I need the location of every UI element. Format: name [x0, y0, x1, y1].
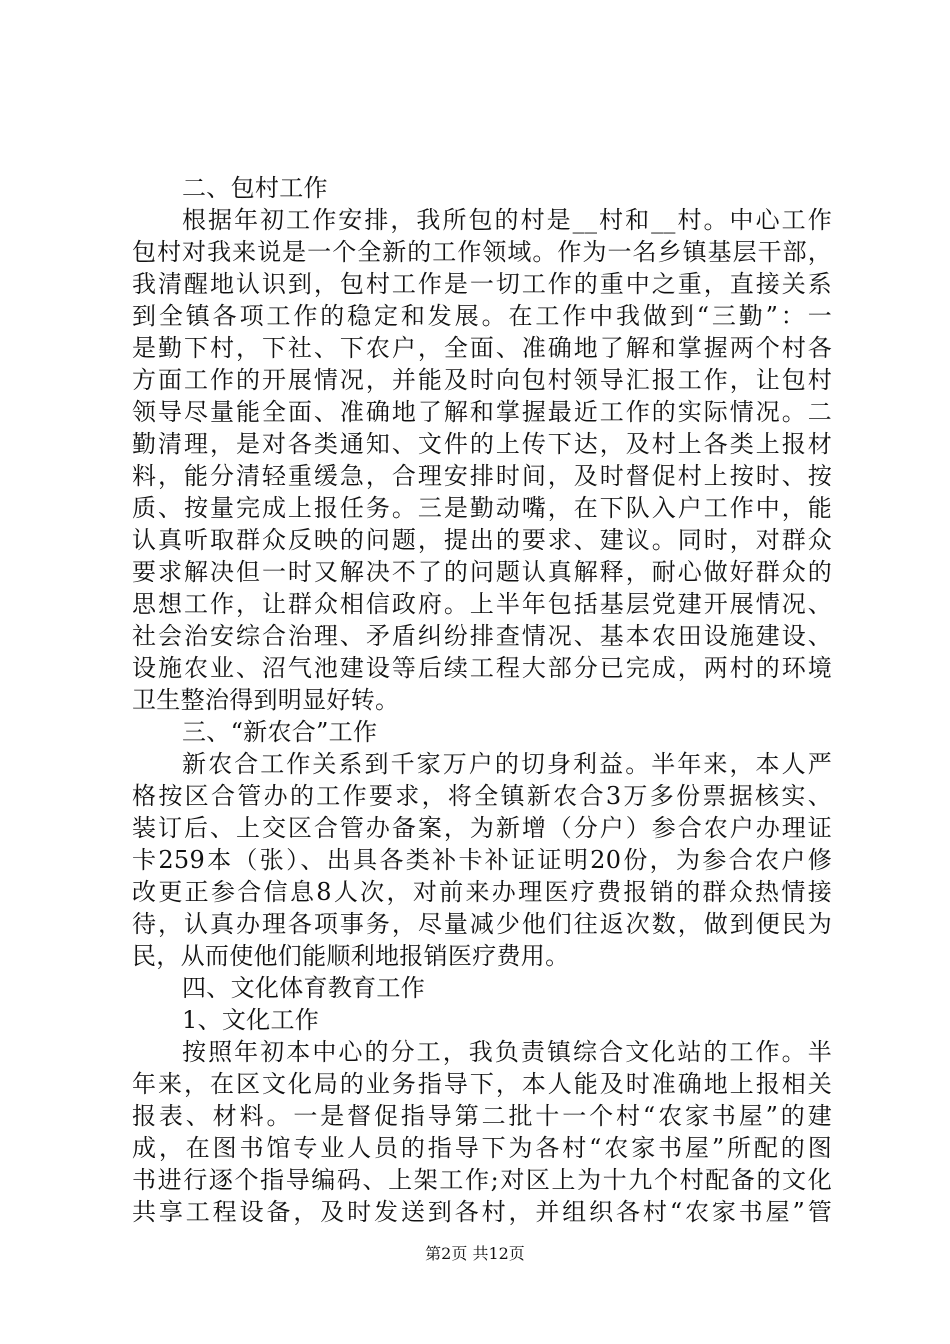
text-line: 新农合工作关系到千家万户的切身利益。半年来，本人严	[182, 750, 832, 778]
text-line: 年来，在区文化局的业务指导下，本人能及时准确地上报相关	[132, 1070, 832, 1098]
text-line: 到全镇各项工作的稳定和发展。在工作中我做到“三勤”：一	[132, 302, 832, 330]
text-line: 设施农业、沼气池建设等后续工程大部分已完成，两村的环境	[132, 654, 832, 682]
text-line: 成，在图书馆专业人员的指导下为各村“农家书屋”所配的图	[132, 1134, 832, 1162]
text-line: 领导尽量能全面、准确地了解和掌握最近工作的实际情况。二	[132, 398, 832, 426]
text-line: 方面工作的开展情况，并能及时向包村领导汇报工作，让包村	[132, 366, 832, 394]
text-line: 1、文化工作	[182, 1006, 320, 1034]
text-line: 三、“新农合”工作	[182, 718, 378, 746]
text-line: 报表、材料。一是督促指导第二批十一个村“农家书屋”的建	[132, 1102, 832, 1130]
document-body	[132, 172, 832, 1228]
text-line: 质、按量完成上报任务。三是勤动嘴，在下队入户工作中，能	[132, 494, 832, 522]
text-line: 料，能分清轻重缓急，合理安排时间，及时督促村上按时、按	[132, 462, 832, 490]
text-line: 改更正参合信息8人次，对前来办理医疗费报销的群众热情接	[132, 878, 832, 906]
text-line: 卫生整治得到明显好转。	[132, 686, 400, 714]
text-line: 思想工作，让群众相信政府。上半年包括基层党建开展情况、	[132, 590, 832, 618]
text-line: 是勤下村，下社、下农户，全面、准确地了解和掌握两个村各	[132, 334, 832, 362]
text-line: 待，认真办理各项事务，尽量减少他们往返次数，做到便民为	[132, 910, 832, 938]
text-line: 二、包村工作	[182, 174, 328, 202]
text-line: 包村对我来说是一个全新的工作领域。作为一名乡镇基层干部，	[132, 238, 832, 266]
text-line: 要求解决但一时又解决不了的问题认真解释，耐心做好群众的	[132, 558, 832, 586]
text-line: 民，从而使他们能顺利地报销医疗费用。	[132, 942, 570, 970]
text-line: 认真听取群众反映的问题，提出的要求、建议。同时，对群众	[132, 526, 832, 554]
text-line: 卡259本（张）、出具各类补卡补证证明20份，为参合农户修	[132, 846, 832, 874]
text-line: 我清醒地认识到，包村工作是一切工作的重中之重，直接关系	[132, 270, 832, 298]
text-line: 格按区合管办的工作要求，将全镇新农合3万多份票据核实、	[132, 782, 832, 810]
text-line: 四、文化体育教育工作	[182, 974, 425, 1002]
text-line: 书进行逐个指导编码、上架工作;对区上为十九个村配备的文化	[132, 1166, 832, 1194]
text-line: 共享工程设备，及时发送到各村，并组织各村“农家书屋”管	[132, 1198, 832, 1226]
text-line: 社会治安综合治理、矛盾纠纷排查情况、基本农田设施建设、	[132, 622, 832, 650]
text-line: 装订后、上交区合管办备案，为新增（分户）参合农户办理证	[132, 814, 832, 842]
text-line: 根据年初工作安排，我所包的村是__村和__村。中心工作	[182, 206, 832, 234]
text-line: 勤清理，是对各类通知、文件的上传下达，及村上各类上报材	[132, 430, 832, 458]
page-footer: 第2页 共12页	[425, 1244, 525, 1263]
text-line: 按照年初本中心的分工，我负责镇综合文化站的工作。半	[182, 1038, 832, 1066]
